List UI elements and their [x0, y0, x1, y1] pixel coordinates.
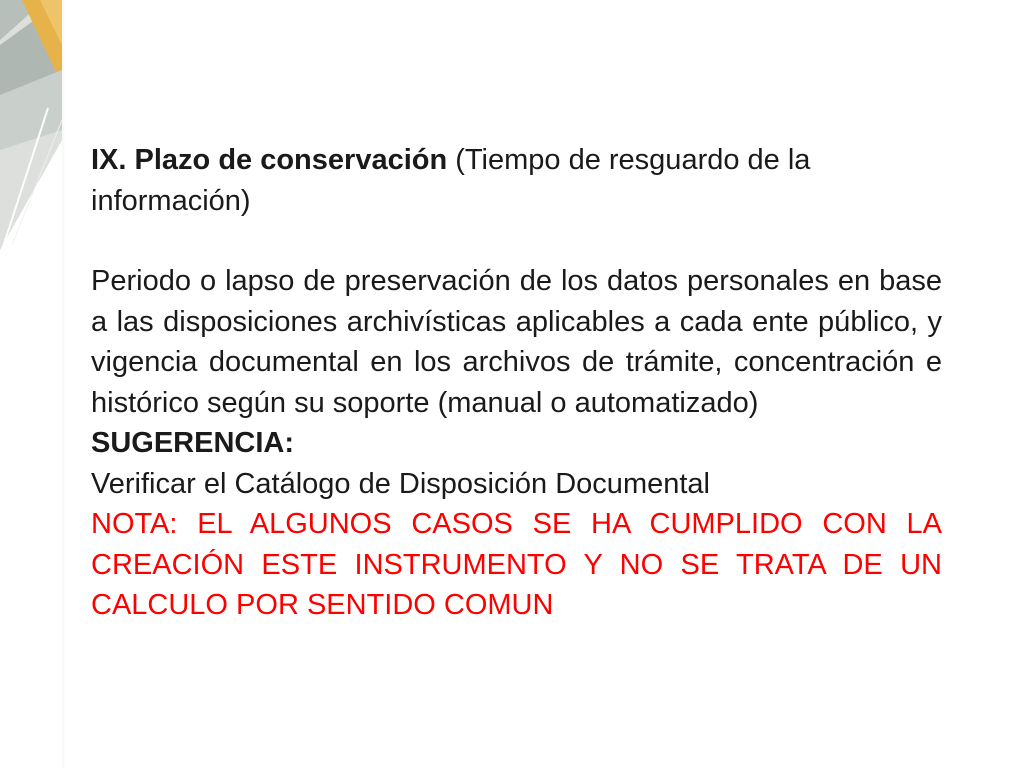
suggestion-text: Verificar el Catálogo de Disposición Documental [91, 467, 710, 500]
heading-title: IX. Plazo de conservación [91, 144, 448, 176]
section-heading [91, 140, 942, 221]
suggestion-label: SUGERENCIA: [91, 427, 295, 459]
heading-subtitle: (Tiempo de resguardo de la información) [91, 144, 811, 217]
note-text: NOTA: EL ALGUNOS CASOS SE HA CUMPLIDO CON LA CREACIÓN ESTE INSTRUMENTO Y NO SE TRATA DE UN CALCULO POR SENTIDO COMUN [91, 508, 942, 621]
body-paragraph: Periodo o lapso de preservación de los datos personales en base a las disposiciones archivísticas aplicables a cada ente público, y vigencia documental en los archivos de trámite, concentración e histórico según su soporte (manual o automatizado) [91, 265, 942, 419]
slide-content [91, 140, 942, 626]
decorative-side-banner [0, 0, 62, 768]
paragraph-spacer [91, 221, 942, 261]
